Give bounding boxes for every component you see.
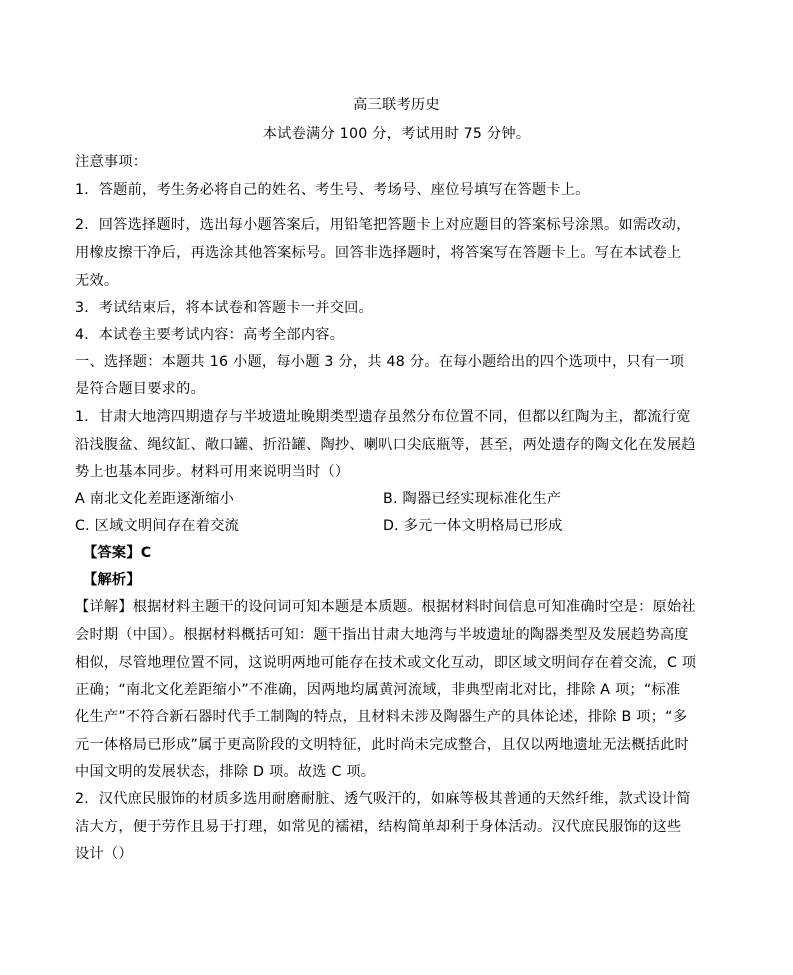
note-item-2-cont: 用橡皮擦干净后，再选涂其他答案标号。回答非选择题时，将答案写在答题卡上。写在本试卷上: [75, 245, 682, 261]
note-item-3: 3．考试结束后，将本试卷和答题卡一并交回。: [75, 300, 374, 316]
question-1-option-c: C. 区域文明间存在着交流: [75, 518, 240, 534]
question-1-stem-line-3: 势上也基本同步。材料可用来说明当时（）: [75, 464, 350, 480]
question-1-detail-line-4: 正确；“南北文化差距缩小”不准确，因两地均属黄河流域，非典型南北对比，排除 A 项；“标准: [75, 682, 681, 698]
note-item-2-end: 无效。: [75, 273, 119, 289]
note-item-2: 2．回答选择题时，选出每小题答案后，用铅笔把答题卡上对应题目的答案标号涂黑。如需改动，: [75, 217, 691, 233]
notes-heading: 注意事项：: [75, 154, 148, 170]
exam-title: 高三联考历史: [353, 97, 440, 113]
question-1-detail-line-5: 化生产”不符合新石器时代手工制陶的特点，且材料未涉及陶器生产的具体论述，排除 B 项；“多: [75, 709, 688, 725]
note-item-4: 4．本试卷主要考试内容：高考全部内容。: [75, 327, 345, 343]
question-1-detail-line-2: 会时期（中国）。根据材料概括可知：题干指出甘肃大地湾与半坡遗址的陶器类型及发展趋势高度: [75, 627, 689, 643]
question-2-stem-line-2: 洁大方，便于劳作且易于打理，如常见的襦裙，结构简单却利于身体活动。汉代庶民服饰的这些: [75, 819, 682, 835]
question-1-detail-line-1: 【详解】根据材料主题干的设问词可知本题是本质题。根据材料时间信息可知准确时空是：原始社: [75, 599, 696, 615]
question-1-stem-line-1: 1．甘肃大地湾四期遗存与半坡遗址晚期类型遗存虽然分布位置不同，但都以红陶为主，都流行宽: [75, 409, 691, 425]
question-1-detail-line-6: 元一体格局已形成”属于更高阶段的文明特征，此时尚未完成整合，且仅以两地遗址无法概括此时: [75, 737, 689, 753]
question-1-option-a: A 南北文化差距逐渐缩小: [75, 491, 235, 507]
question-1-analysis-label: 【解析】: [83, 572, 141, 588]
question-1-stem-line-2: 沿浅腹盆、绳纹缸、敞口罐、折沿罐、陶抄、喇叭口尖底瓶等，甚至，两处遗存的陶文化在发展趋: [75, 437, 696, 453]
exam-subtitle: 本试卷满分 100 分，考试用时 75 分钟。: [262, 126, 531, 142]
question-1-detail-line-3: 相似，尽管地理位置不同，这说明两地可能存在技术或文化互动，即区域文明间存在着交流，C 项: [75, 655, 697, 671]
section-heading: 一、选择题：本题共 16 小题，每小题 3 分，共 48 分。在每小题给出的四个选项中，只有一项: [75, 354, 685, 370]
question-2-stem-line-1: 2．汉代庶民服饰的材质多选用耐磨耐脏、透气吸汗的，如麻等极其普通的天然纤维，款式设计简: [75, 791, 691, 807]
question-1-option-d: D. 多元一体文明格局已形成: [383, 518, 563, 534]
question-1-answer: 【答案】C: [83, 545, 152, 561]
question-1-option-b: B. 陶器已经实现标准化生产: [383, 491, 562, 507]
note-item-1: 1．答题前，考生务必将自己的姓名、考生号、考场号、座位号填写在答题卡上。: [75, 182, 590, 198]
section-heading-cont: 是符合题目要求的。: [75, 381, 205, 397]
question-2-stem-line-3: 设计（）: [75, 846, 133, 862]
question-1-detail-line-7: 中国文明的发展状态，排除 D 项。故选 C 项。: [75, 764, 376, 780]
